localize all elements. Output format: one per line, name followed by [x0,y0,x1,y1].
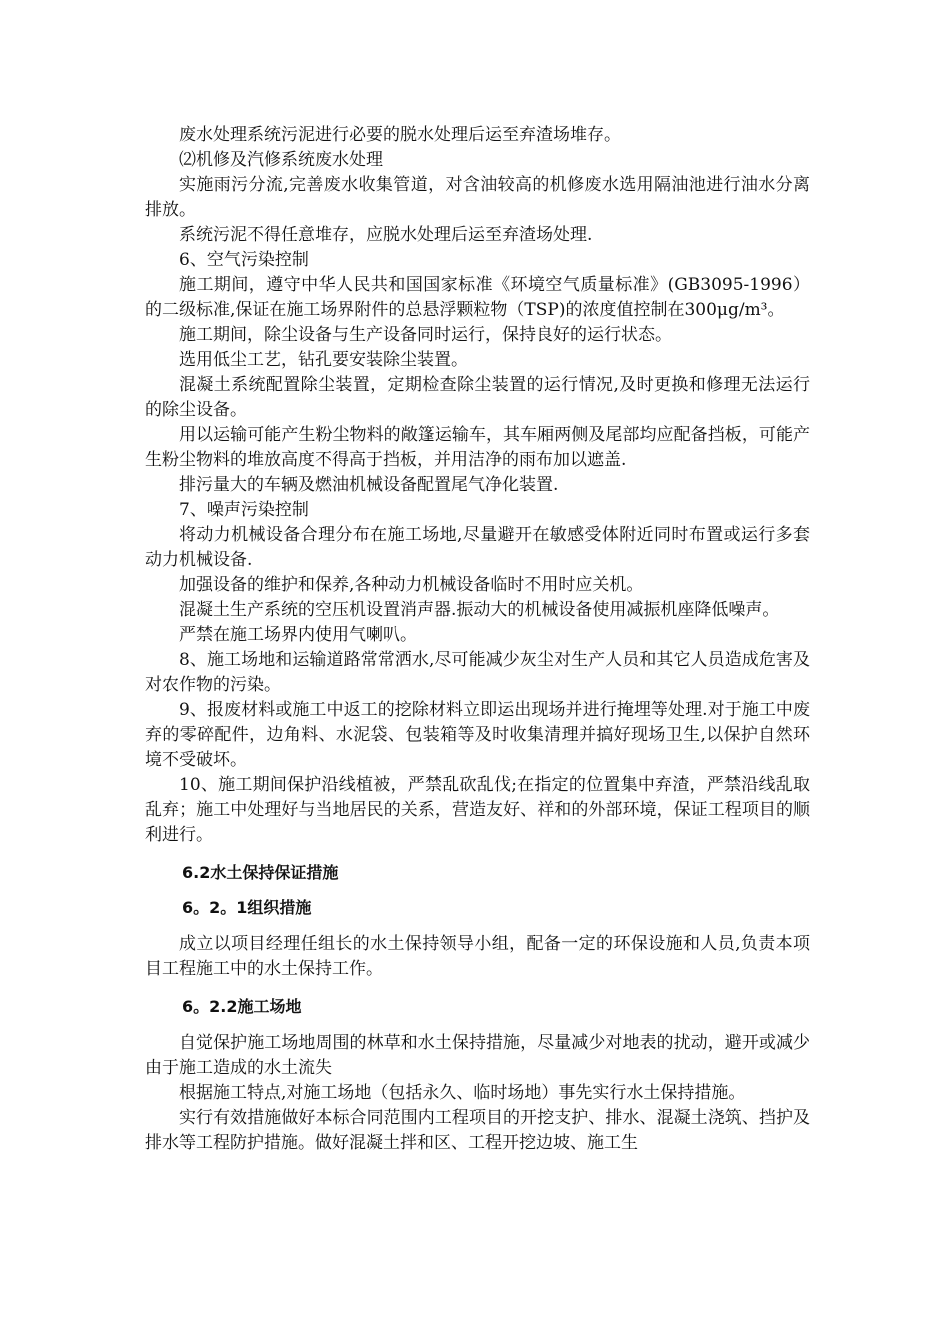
section-heading-air-pollution: 6、空气污染控制 [179,250,309,270]
paragraph: 根据施工特点,对施工场地（包括永久、临时场地）事先实行水土保持措施。 [179,1083,746,1103]
document-body [145,123,810,1156]
paragraph: 废水处理系统污泥进行必要的脱水处理后运至弃渣场堆存。 [179,125,621,145]
paragraph: 实施雨污分流,完善废水收集管道，对含油较高的机修废水选用隔油池进行油水分离排放。 [145,175,810,220]
paragraph: 实行有效措施做好本标合同范围内工程项目的开挖支护、排水、混凝土浇筑、挡护及排水等工程防护措施。做好混凝土拌和区、工程开挖边坡、施工生 [145,1108,810,1153]
paragraph: 施工期间，除尘设备与生产设备同时运行，保持良好的运行状态。 [179,325,672,345]
paragraph: 将动力机械设备合理分布在施工场地,尽量避开在敏感受体附近同时布置或运行多套动力机械设备. [145,525,810,570]
paragraph: 8、施工场地和运输道路常常洒水,尽可能减少灰尘对生产人员和其它人员造成危害及对农作物的污染。 [145,650,810,695]
paragraph: 自觉保护施工场地周围的林草和水土保持措施，尽量减少对地表的扰动，避开或减少由于施工造成的水土流失 [145,1033,810,1078]
paragraph: 严禁在施工场界内使用气喇叭。 [179,625,417,645]
paragraph: 10、施工期间保护沿线植被，严禁乱砍乱伐;在指定的位置集中弃渣，严禁沿线乱取乱弃；施工中处理好与当地居民的关系，营造友好、祥和的外部环境，保证工程项目的顺利进行。 [145,775,810,845]
paragraph: ⑵机修及汽修系统废水处理 [179,150,383,170]
paragraph: 施工期间，遵守中华人民共和国国家标准《环境空气质量标准》(GB3095-1996）的二级标准,保证在施工场界附件的总悬浮颗粒物（TSP)的浓度值控制在300μg/m³。 [145,275,810,320]
paragraph: 排污量大的车辆及燃油机械设备配置尾气净化装置. [179,475,559,495]
heading-6-2-2: 6。2.2施工场地 [182,997,302,1016]
section-heading-noise-pollution: 7、噪声污染控制 [179,500,309,520]
paragraph: 加强设备的维护和保养,各种动力机械设备临时不用时应关机。 [179,575,644,595]
paragraph: 系统污泥不得任意堆存，应脱水处理后运至弃渣场处理. [179,225,593,245]
paragraph: 混凝土生产系统的空压机设置消声器.振动大的机械设备使用减振机座降低噪声。 [179,600,780,620]
paragraph: 成立以项目经理任组长的水土保持领导小组，配备一定的环保设施和人员,负责本项目工程施工中的水土保持工作。 [145,934,810,979]
paragraph: 用以运输可能产生粉尘物料的敞篷运输车，其车厢两侧及尾部均应配备挡板，可能产生粉尘物料的堆放高度不得高于挡板，并用洁净的雨布加以遮盖. [145,425,810,470]
paragraph: 选用低尘工艺，钻孔要安装除尘装置。 [179,350,468,370]
heading-6-2: 6.2水土保持保证措施 [182,863,339,882]
paragraph: 9、报废材料或施工中返工的挖除材料立即运出现场并进行掩埋等处理.对于施工中废弃的零碎配件，边角料、水泥袋、包装箱等及时收集清理并搞好现场卫生,以保护自然环境不受破坏。 [145,700,810,770]
heading-6-2-1: 6。2。1组织措施 [182,898,312,917]
paragraph: 混凝土系统配置除尘装置，定期检查除尘装置的运行情况,及时更换和修理无法运行的除尘设备。 [145,375,810,420]
